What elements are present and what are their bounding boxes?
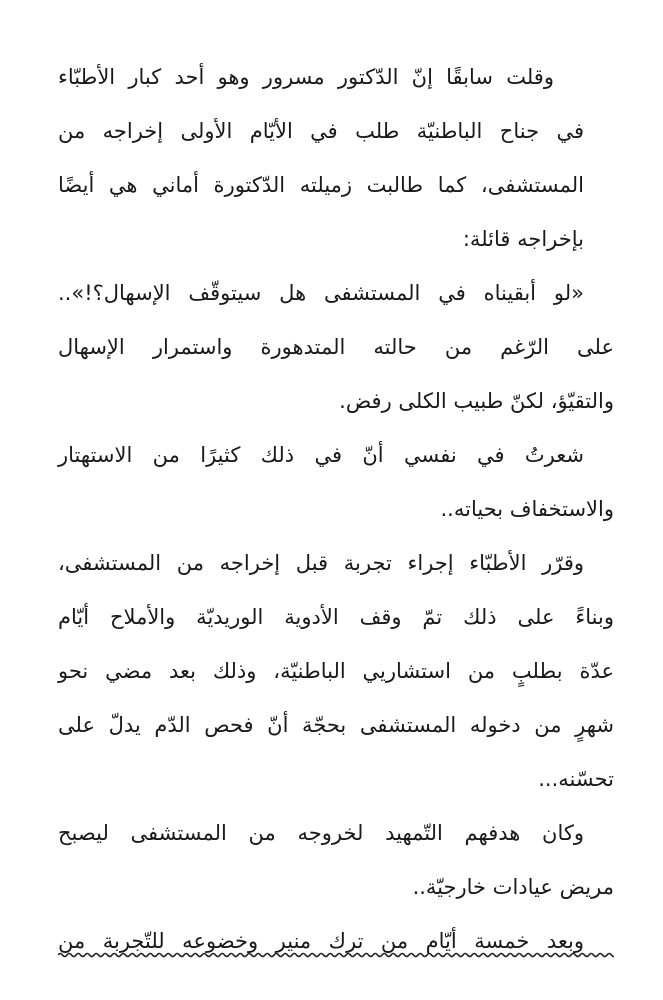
text-line: تحسّنه... — [538, 767, 614, 791]
text-line: شعرتُ في نفسي أنّ في ذلك كثيرًا من الاستهتار — [58, 443, 584, 467]
text-line: مريض عيادات خارجيّة.. — [412, 875, 614, 899]
paragraph-2 — [58, 266, 614, 428]
text-line: وبعد خمسة أيّام من ترك منير وخضوعه للتّجربة من — [58, 929, 584, 953]
paragraph-4 — [58, 536, 614, 806]
text-line: وقرّر الأطبّاء إجراء تجربة قبل إخراجه من المستشفى، — [58, 551, 584, 575]
text-line: عدّة بطلبٍ من استشاريي الباطنيّة، وذلك بعد مضي نحو — [58, 659, 614, 683]
text-line: «لو أبقيناه في المستشفى هل سيتوقّف الإسهال؟!».. — [58, 281, 584, 305]
text-line: على الرّغم من حالته المتدهورة واستمرار الإسهال — [58, 335, 614, 359]
text-line: والتقيّؤ، لكنّ طبيب الكلى رفض. — [339, 389, 614, 413]
text-line: وبناءً على ذلك تمّ وقف الأدوية الوريديّة والأملاح أيّام — [58, 605, 614, 629]
text-line: والاستخفاف بحياته.. — [440, 497, 614, 521]
text-line: بإخراجه قائلة: — [462, 227, 584, 251]
paragraph-5 — [58, 806, 614, 914]
text-line: شهرٍ من دخوله المستشفى بحجّة أنّ فحص الدّم يدلّ على — [58, 713, 614, 737]
text-line: في جناح الباطنيّة طلب في الأيّام الأولى إخراجه من — [58, 119, 584, 143]
paragraph-3 — [58, 428, 614, 536]
paragraph-1 — [58, 50, 614, 266]
wavy-divider — [58, 948, 614, 962]
text-line: وقلت سابقًا إنّ الدّكتور مسرور وهو أحد كبار الأطبّاء — [58, 65, 554, 89]
book-page — [58, 50, 614, 953]
text-line: وكان هدفهم التّمهيد لخروجه من المستشفى ليصبح — [58, 821, 584, 845]
text-line: المستشفى، كما طالبت زميلته الدّكتورة أماني هي أيضًا — [58, 173, 584, 197]
